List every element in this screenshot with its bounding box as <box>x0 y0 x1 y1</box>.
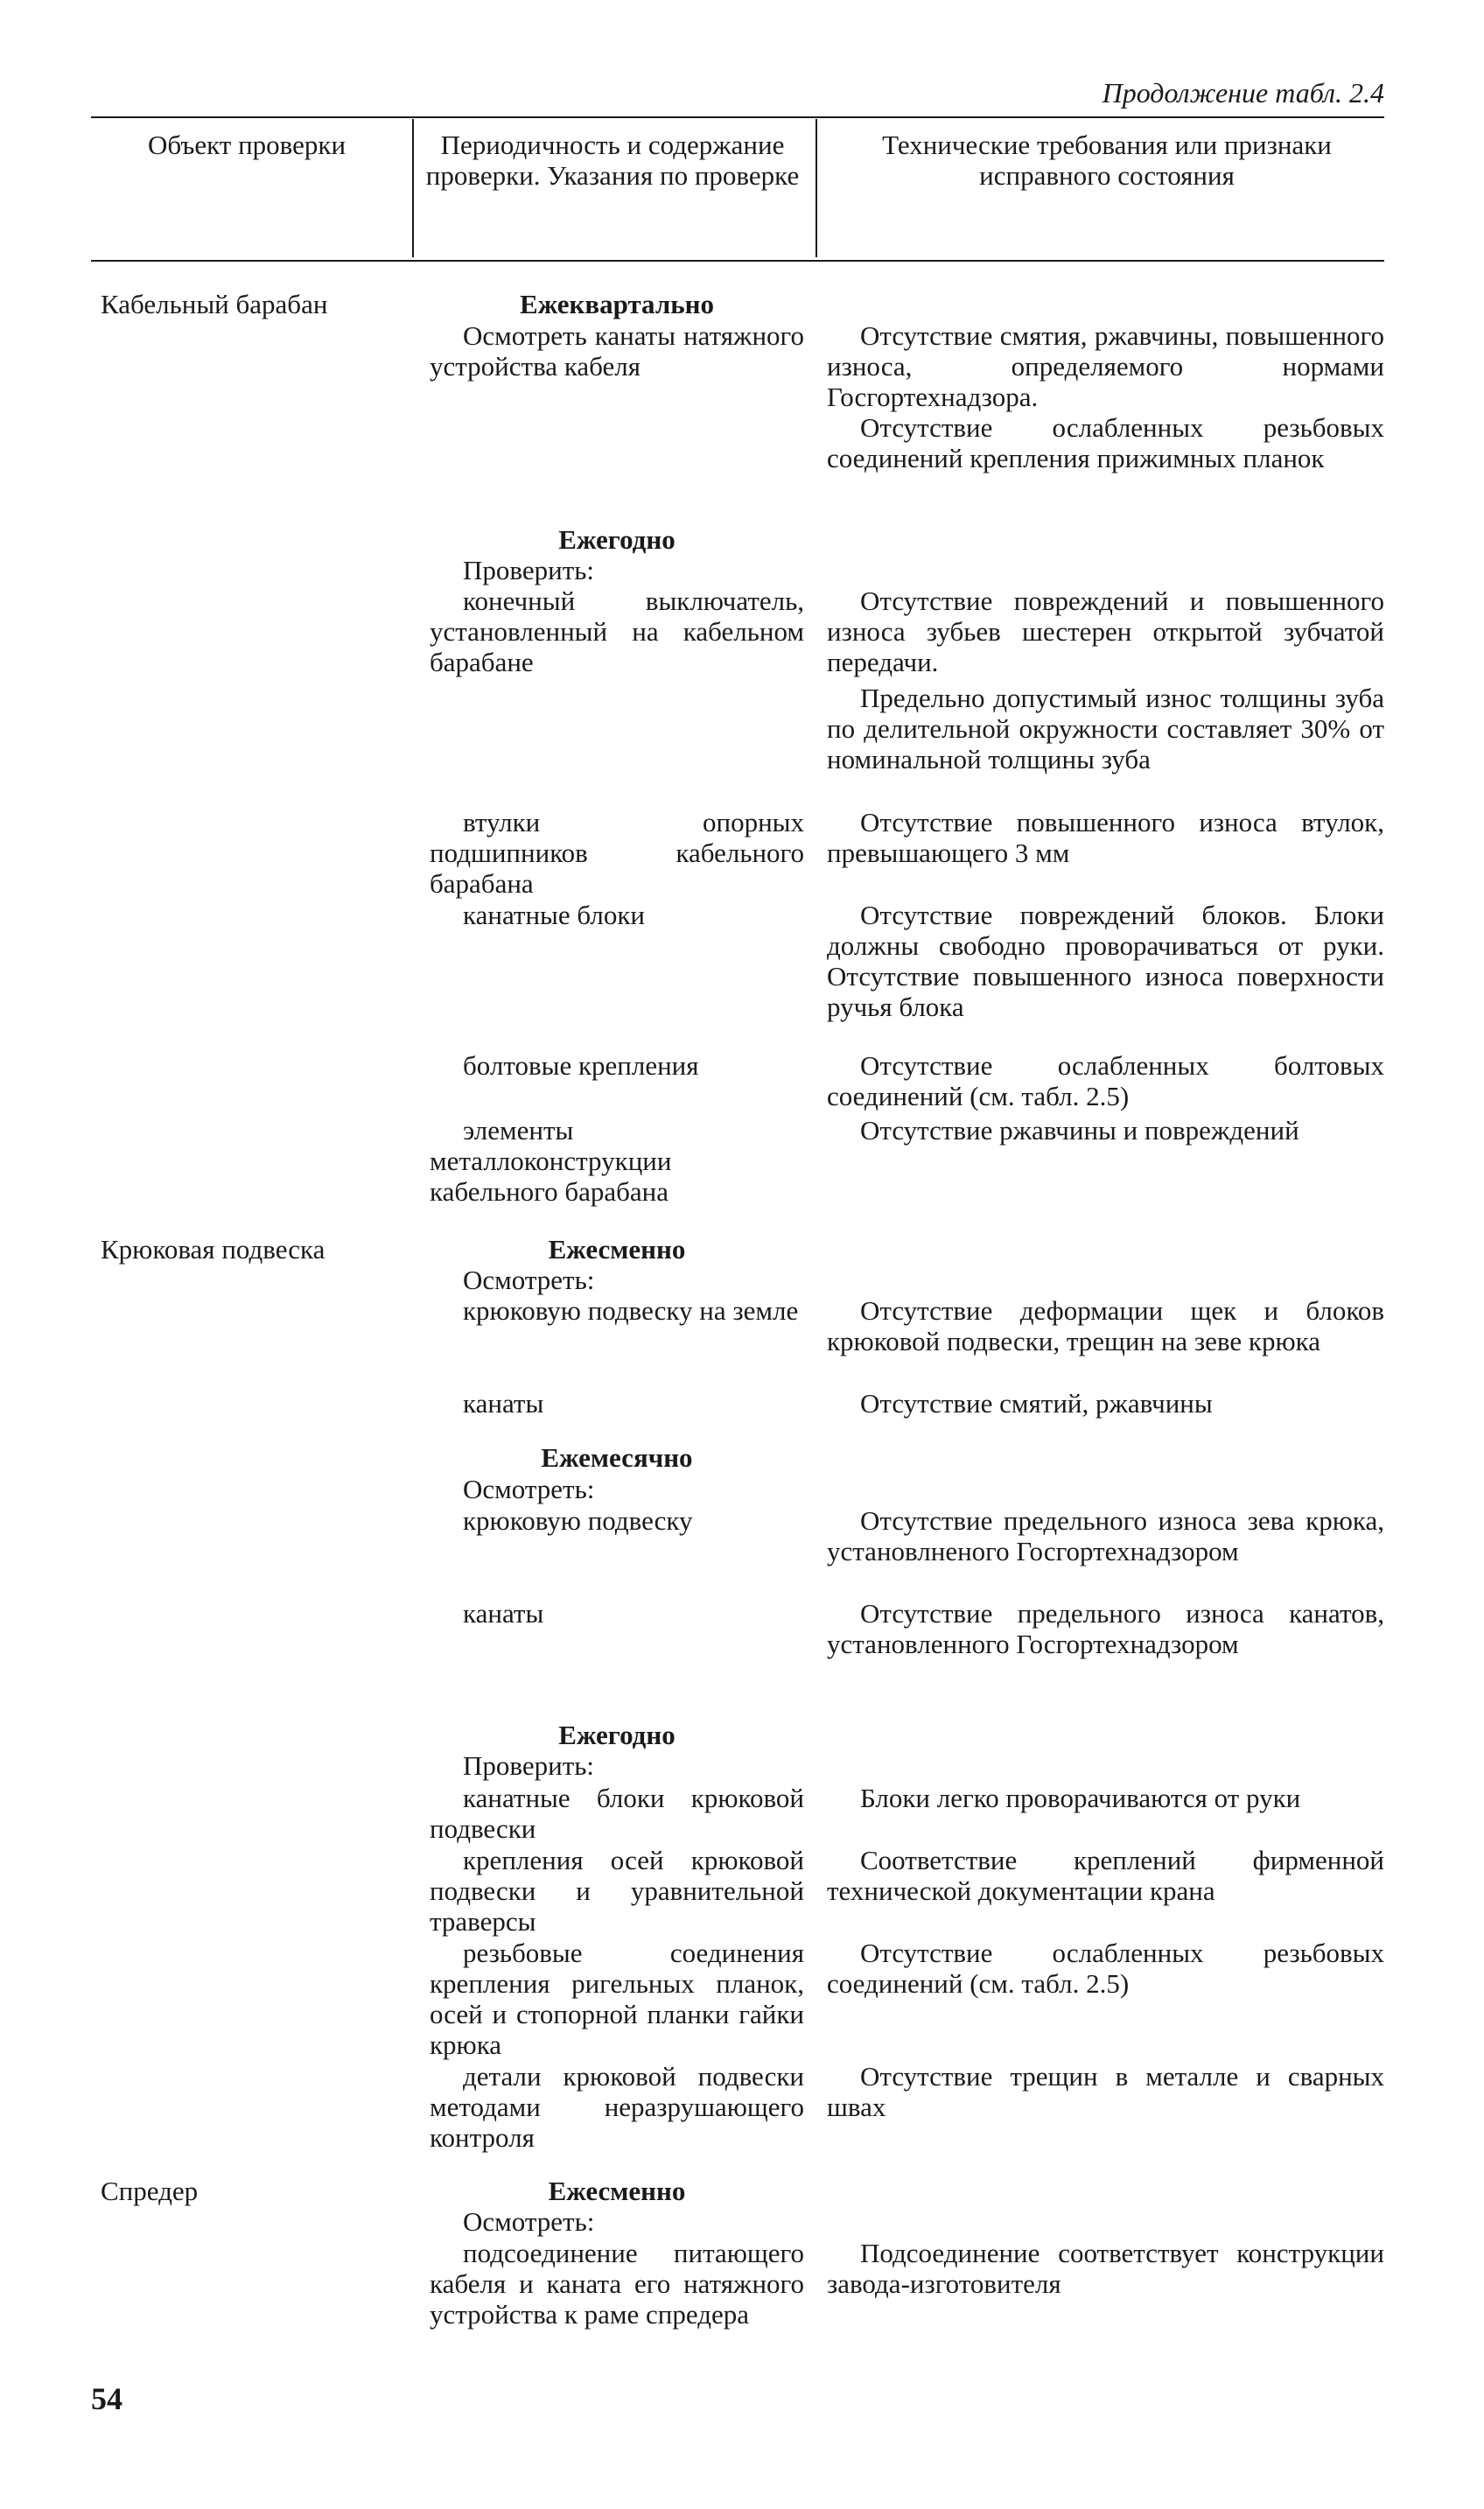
requirement-text: Отсутствие ослабленных резьбовых соединений (см. табл. 2.5) <box>827 1938 1384 1999</box>
requirement-text: Отсутствие ослабленных резьбовых соединений крепления прижимных планок <box>827 412 1384 473</box>
requirement-text: Отсутствие трещин в металле и сварных швах <box>827 2061 1384 2122</box>
requirement-text: Предельно допустимый износ толщины зуба по делительной окружности составляет 30% от номинальной толщины зуба <box>827 683 1384 774</box>
table-header-rule <box>91 260 1384 262</box>
check-intro: Проверить: <box>463 555 594 585</box>
table-continuation-caption: Продолжение табл. 2.4 <box>1102 77 1384 109</box>
column-divider <box>816 119 817 257</box>
check-item: втулки опорных подшипников кабельного барабана <box>430 807 804 899</box>
check-item: болтовые крепления <box>463 1050 699 1081</box>
requirement-text: Соответствие креплений фирменной технической документации крана <box>827 1845 1384 1906</box>
check-item: канаты <box>463 1388 544 1419</box>
check-item: элементы металлоконструкции кабельного барабана <box>430 1115 672 1207</box>
periodicity-heading: Ежегодно <box>558 524 676 555</box>
check-item: канатные блоки <box>463 900 645 930</box>
column-header-object: Объект проверки <box>147 130 346 160</box>
check-item: подсоединение питающего кабеля и каната его натяжного устройства к раме спредера <box>430 2238 804 2330</box>
periodicity-heading: Ежемесячно <box>541 1442 693 1473</box>
check-item: крюковую подвеску <box>463 1505 693 1536</box>
periodicity-heading: Ежесменно <box>548 1234 686 1265</box>
table-top-rule <box>91 116 1384 118</box>
check-item: детали крюковой подвески методами неразрушающего контроля <box>430 2061 804 2153</box>
object-name: Спредер <box>101 2176 199 2206</box>
check-intro: Проверить: <box>463 1750 594 1781</box>
requirement-text: Отсутствие смятия, ржавчины, повышенного износа, определяемого нормами Госгортехнадзора. <box>827 320 1384 412</box>
page-number: 54 <box>91 2381 122 2416</box>
periodicity-heading: Ежеквартально <box>520 289 714 319</box>
requirement-text: Блоки легко проворачиваются от руки <box>860 1783 1301 1813</box>
requirement-text: Отсутствие предельного износа канатов, установленного Госгортехнадзором <box>827 1598 1384 1659</box>
object-name: Крюковая подвеска <box>101 1234 326 1265</box>
requirement-text: Отсутствие деформации щек и блоков крюковой подвески, трещин на зеве крюка <box>827 1295 1384 1356</box>
requirement-text: Отсутствие ослабленных болтовых соединений (см. табл. 2.5) <box>827 1050 1384 1111</box>
requirement-text: Отсутствие смятий, ржавчины <box>860 1388 1213 1419</box>
check-item: канаты <box>463 1598 544 1629</box>
requirement-text: Отсутствие повреждений и повышенного износа зубьев шестерен открытой зубчатой передачи. <box>827 585 1384 677</box>
check-item: резьбовые соединения крепления ригельных планок, осей и стопорной планки гайки крюка <box>430 1938 804 2060</box>
column-header-requirements: Технические требования или признаки исправного состояния <box>882 130 1332 191</box>
requirement-text: Подсоединение соответствует конструкции завода-изготовителя <box>827 2238 1384 2299</box>
check-item: Осмотреть канаты натяжного устройства кабеля <box>430 320 804 382</box>
check-item: конечный выключатель, установленный на кабельном барабане <box>430 585 804 677</box>
column-header-periodicity: Периодичность и содержание проверки. Указания по проверке <box>425 130 800 191</box>
check-item: канатные блоки крюковой подвески <box>430 1783 804 1844</box>
check-item: крюковую подвеску на земле <box>463 1295 799 1326</box>
periodicity-heading: Ежегодно <box>558 1720 676 1750</box>
column-divider <box>412 119 414 257</box>
requirement-text: Отсутствие повышенного износа втулок, превышающего 3 мм <box>827 807 1384 868</box>
check-intro: Осмотреть: <box>463 1265 595 1295</box>
requirement-text: Отсутствие предельного износа зева крюка, установлненого Госгортехнадзором <box>827 1505 1384 1566</box>
object-name: Кабельный барабан <box>101 289 328 319</box>
check-intro: Осмотреть: <box>463 2206 595 2237</box>
requirement-text: Отсутствие ржавчины и повреждений <box>860 1115 1299 1146</box>
requirement-text: Отсутствие повреждений блоков. Блоки должны свободно проворачиваться от руки. Отсутствие повышенного износа поверхности ручья блока <box>827 900 1384 1022</box>
periodicity-heading: Ежесменно <box>548 2176 686 2206</box>
check-item: крепления осей крюковой подвески и уравнительной траверсы <box>430 1845 804 1937</box>
check-intro: Осмотреть: <box>463 1474 595 1504</box>
